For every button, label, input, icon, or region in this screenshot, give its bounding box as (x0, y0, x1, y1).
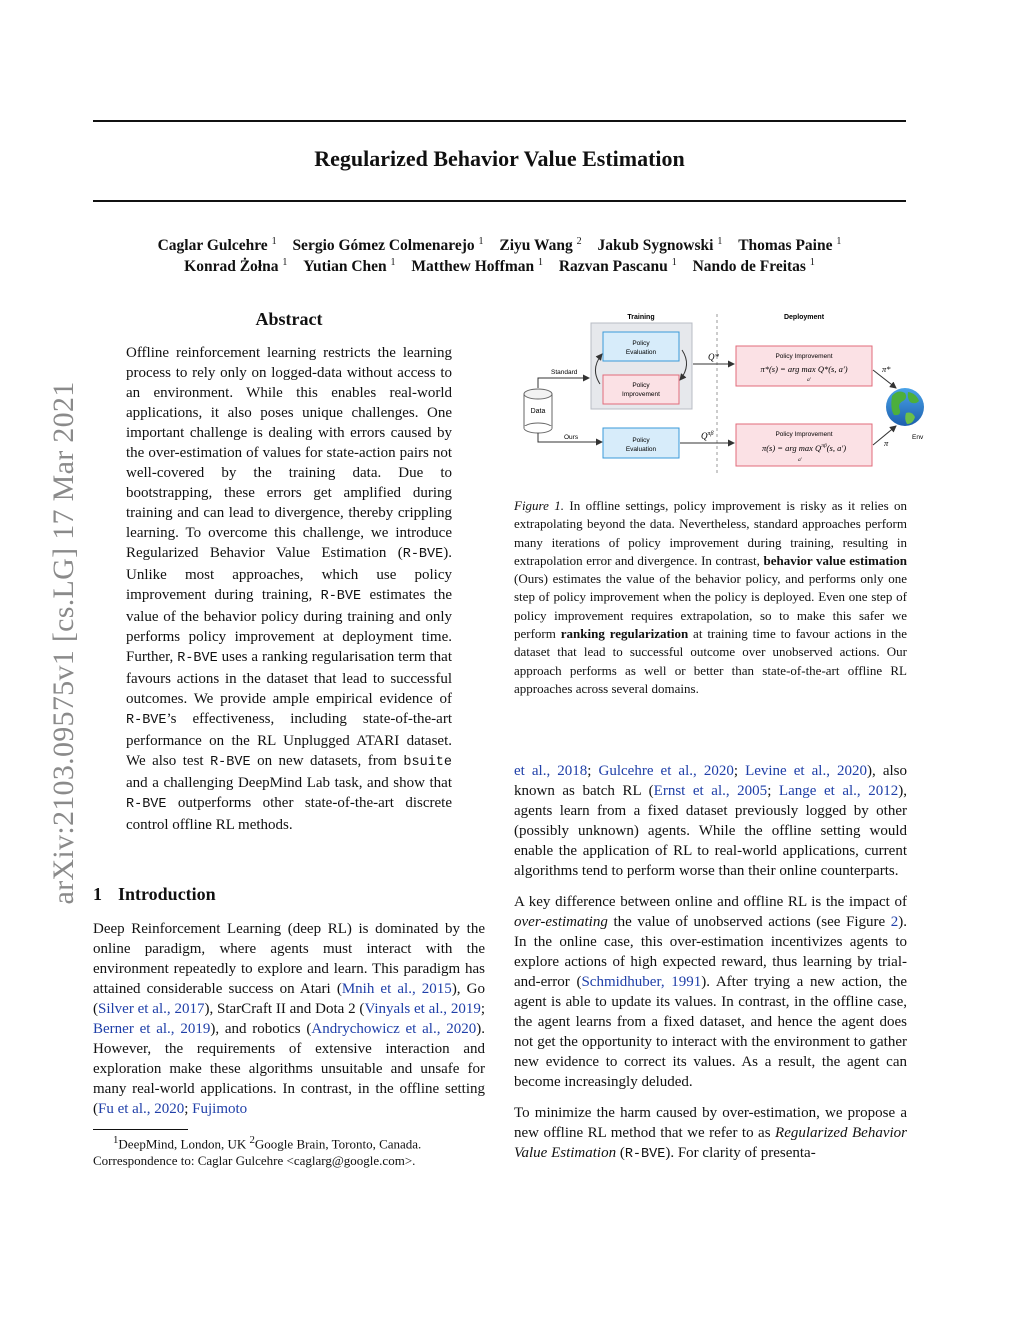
deploy-ours-title: Policy Improvement (775, 431, 833, 438)
author: Konrad Żołna $^1$ (184, 257, 288, 276)
paper-title: Regularized Behavior Value Estimation (314, 146, 685, 171)
training-label: Training (627, 314, 655, 321)
deploy-ours-equation: π(s) = arg $\max Q^{\pi\beta}(s$, a′) (761, 443, 847, 453)
citation-link[interactable]: Mnih et al., 2015 (341, 981, 452, 997)
data-label: Data (530, 408, 546, 415)
intro-paragraph-2: et al., 2018; Gulcehre et al., 2020; Levine et al., 2020), also known as batch RL (Ernst et al., 2005; Lange et al., 2012), agents learn from a fixed dataset previously logged by other (possibly unknown) agents. While the offline setting would enable the application of RL to real-world applications, current algorithms tend to perform worse than their online counterparts. (514, 763, 908, 879)
citation-link[interactable]: Schmidhuber, 1991 (581, 974, 702, 990)
author: Matthew Hoffman $^1$ (411, 257, 543, 276)
standard-label: Standard (551, 369, 578, 376)
citation-link[interactable]: Levine et al., 2020 (745, 763, 868, 779)
section-heading-introduction: 1 Introduction (93, 884, 216, 904)
intro-right-column (514, 761, 907, 1165)
policy-improvement-label-1: Policy (632, 382, 650, 389)
title-top-rule (93, 120, 906, 122)
author: Nando de Freitas $^1$ (692, 257, 815, 276)
figure-1-diagram (514, 308, 924, 478)
arxiv-identifier: arXiv:2103.09575v1 [cs.LG] 17 Mar 2021 (47, 381, 80, 905)
policy-improvement-label-2: Improvement (622, 391, 660, 398)
author: Jakub Sygnowski $^1$ (597, 236, 723, 255)
earth-globe-icon (886, 388, 924, 426)
pi-label: π (884, 438, 889, 448)
abstract-text: Offline reinforcement learning restricts the learning process to rely only on logged-data without access to an environment. While this enables real-world applications, it also poses unique challenges. One important challenge is dealing with errors caused by the over-estimation of values for state-action pairs not well-covered by the training data. Due to bootstrapping, these errors get amplified during training and can lead to divergence, thereby crippling learning. To overcome this challenge, we introduce Regularized Behavior Value Estimation (R-BVE). Unlike most approaches, which use policy improvement during training, R-BVE estimates the value of the behavior policy during training and only performs policy improvement at deployment time. Further, R-BVE uses a ranking regularisation term that favours actions in the dataset that lead to successful outcomes. We provide ample empirical evidence of R-BVE’s effectiveness, including state-of-the-art performance on the RL Unplugged ATARI dataset. We also test R-BVE on new datasets, from bsuite and a challenging DeepMind Lab task, and show that R-BVE outperforms other state-of-the-art discrete control offline RL methods. (126, 345, 453, 833)
citation-link[interactable]: et al., 2018 (514, 763, 588, 779)
q-star-label: Q* (708, 352, 719, 362)
author: Thomas Paine $^1$ (738, 236, 842, 255)
policy-improvement-box (603, 375, 679, 404)
citation-link[interactable]: Fu et al., 2020 (98, 1101, 185, 1117)
deploy-standard-equation: π*(s) = arg max Q*(s, a′) (760, 364, 848, 374)
pi-star-label: π* (882, 364, 891, 374)
title-bottom-rule (93, 200, 906, 202)
citation-link[interactable]: Gulcehre et al., 2020 (598, 763, 734, 779)
citation-link[interactable]: Ernst et al., 2005 (653, 783, 768, 799)
figure-1-caption: Figure 1. In offline settings, policy improvement is risky as it relies on extrapolating beyond the data. Nevertheless, standard approaches perform many iterations of policy improvement during training, resulting in extrapolation error and divergence. In contrast, behavior value estimation (Ours) estimates the value of the behavior policy, and performs only one step of policy improvement when the policy is deployed. Even one step of policy improvement requires extrapolation, so to make this safer we perform ranking regularization at training time to favour actions in the dataset that lead to successful outcome over unobserved actions. Our approach performs as well or better than state-of-the-art offline RL approaches across several domains. (514, 498, 908, 696)
ours-policy-evaluation-label-1: Policy (632, 437, 650, 444)
citation-link[interactable]: Vinyals et al., 2019 (364, 1001, 481, 1017)
citation-link[interactable]: Fujimoto (192, 1101, 248, 1117)
policy-evaluation-label-2: Evaluation (625, 349, 657, 356)
citation-link[interactable]: Silver et al., 2017 (98, 1001, 205, 1017)
citation-link[interactable]: Lange et al., 2012 (778, 783, 899, 799)
argmax-subscript: a′ (807, 377, 811, 383)
intro-paragraph-1: Deep Reinforcement Learning (deep RL) is dominated by the online paradigm, where agents must interact with the environment repeatedly to explore and learn. This paradigm has attained considerable success on Atari (Mnih et al., 2015), Go (Silver et al., 2017), StarCraft II and Dota 2 (Vinyals et al., 2019; Berner et al., 2019), and robotics (Andrychowicz et al., 2020). However, the requirements of extensive interaction and exploration make these algorithms unsuitable and unsafe for many real-world applications. In contrast, in the offline setting (Fu et al., 2020; Fujimoto (93, 921, 486, 1117)
author: Yutian Chen $^1$ (303, 257, 396, 276)
author: Ziyu Wang $^2$ (499, 236, 582, 255)
authors-line-2 (93, 257, 906, 276)
data-to-standard-arrow (538, 378, 589, 388)
author: Razvan Pascanu $^1$ (558, 257, 677, 276)
footnote-affiliations: $^1$DeepMind, London, UK $^2$Google Brain, Toronto, Canada. Correspondence to: Caglar Gulcehre <caglarg@google.com>. (93, 1134, 422, 1169)
intro-left-column (93, 919, 485, 1119)
figure-reference-link[interactable]: 2 (890, 914, 899, 930)
citation-link[interactable]: Berner et al., 2019 (93, 1021, 211, 1037)
ours-policy-evaluation-label-2: Evaluation (625, 446, 657, 453)
ours-label: Ours (564, 434, 579, 441)
footnote-rule (93, 1129, 188, 1130)
env-label: Env (912, 434, 924, 441)
q-pib-label: $Q^{\pi\beta}$ (701, 431, 714, 441)
deployment-label: Deployment (783, 314, 825, 321)
citation-link[interactable]: Andrychowicz et al., 2020 (311, 1021, 477, 1037)
policy-evaluation-label-1: Policy (632, 340, 650, 347)
author: Sergio Gómez Colmenarejo $^1$ (292, 236, 484, 255)
intro-paragraph-4: To minimize the harm caused by over-estimation, we propose a new offline RL method that we refer to as Regularized Behavior Value Estimation (R-BVE). For clarity of presenta- (514, 1105, 907, 1162)
abstract-heading: Abstract (255, 309, 323, 329)
intro-paragraph-3: A key difference between online and offline RL is the impact of over-estimating the value of unobserved actions (see Figure 2). In the online case, this over-estimation incentivizes agents to explore actions of high expected reward, thus learning by trial-and-error (Schmidhuber, 1991). After trying a new action, the agent is able to update its values. In contrast, in the offline case, the agent learns from a fixed dataset, and hence the agent does not get the opportunity to interact with the environment to gather new evidence to correct its values. As a result, the agent can become increasingly deluded. (514, 894, 907, 1090)
deploy-standard-title: Policy Improvement (775, 353, 833, 360)
authors-line-1 (93, 236, 906, 255)
argmax-subscript: a′ (798, 457, 802, 463)
author: Caglar Gulcehre $^1$ (157, 236, 277, 255)
